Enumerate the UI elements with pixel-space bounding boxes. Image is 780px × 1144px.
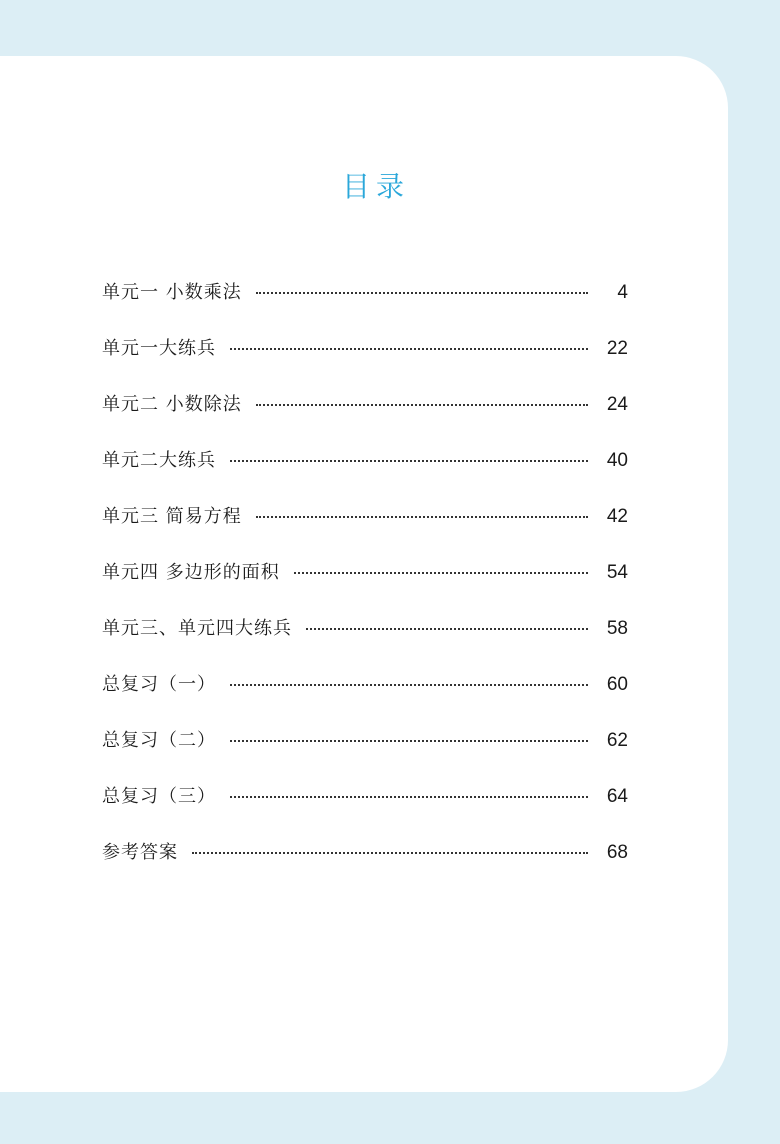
toc-entry-label: 单元二 小数除法	[102, 394, 242, 415]
toc-entry[interactable]	[102, 278, 628, 334]
toc-entry-label: 单元三、单元四大练兵	[102, 618, 292, 639]
toc-entry-label: 总复习（二）	[102, 730, 216, 751]
toc-entry[interactable]	[102, 390, 628, 446]
page-title: 目录	[341, 170, 410, 203]
toc-entry-label: 单元四 多边形的面积	[102, 562, 280, 583]
toc-entry[interactable]	[102, 838, 628, 894]
toc-entry-label: 总复习（一）	[102, 674, 216, 695]
toc-entry[interactable]	[102, 614, 628, 670]
toc-entry-page: 4	[617, 282, 628, 303]
toc-entry-page: 60	[606, 674, 628, 695]
toc-leader-dots	[230, 460, 588, 462]
toc-entry-page: 42	[606, 506, 628, 527]
toc-entry-page: 62	[606, 730, 628, 751]
toc-leader-dots	[230, 740, 588, 742]
toc-entry-label: 单元三 简易方程	[102, 506, 242, 527]
toc-leader-dots	[306, 628, 588, 630]
toc-entry-page: 24	[606, 394, 628, 415]
toc-leader-dots	[230, 796, 588, 798]
toc-entry[interactable]	[102, 502, 628, 558]
toc-leader-dots	[256, 516, 588, 518]
toc-entry-label: 总复习（三）	[102, 786, 216, 807]
toc-entry[interactable]	[102, 334, 628, 390]
toc-entry[interactable]	[102, 558, 628, 614]
toc-entry-label: 单元一大练兵	[102, 338, 216, 359]
toc-entry-page: 22	[606, 338, 628, 359]
toc-entry-page: 40	[606, 450, 628, 471]
toc-entry-label: 单元二大练兵	[102, 450, 216, 471]
toc-entry-label: 参考答案	[102, 842, 178, 863]
toc-leader-dots	[256, 292, 588, 294]
toc-entry[interactable]	[102, 446, 628, 502]
toc-leader-dots	[294, 572, 588, 574]
toc-entry-label: 单元一 小数乘法	[102, 282, 242, 303]
toc-leader-dots	[230, 348, 588, 350]
toc-entry-page: 68	[606, 842, 628, 863]
toc-entry[interactable]	[102, 670, 628, 726]
toc-entry-page: 58	[606, 618, 628, 639]
table-of-contents	[102, 278, 628, 894]
toc-entry-page: 54	[606, 562, 628, 583]
toc-leader-dots	[256, 404, 588, 406]
toc-entry[interactable]	[102, 726, 628, 782]
toc-entry[interactable]	[102, 782, 628, 838]
toc-leader-dots	[192, 852, 588, 854]
toc-leader-dots	[230, 684, 588, 686]
toc-entry-page: 64	[606, 786, 628, 807]
